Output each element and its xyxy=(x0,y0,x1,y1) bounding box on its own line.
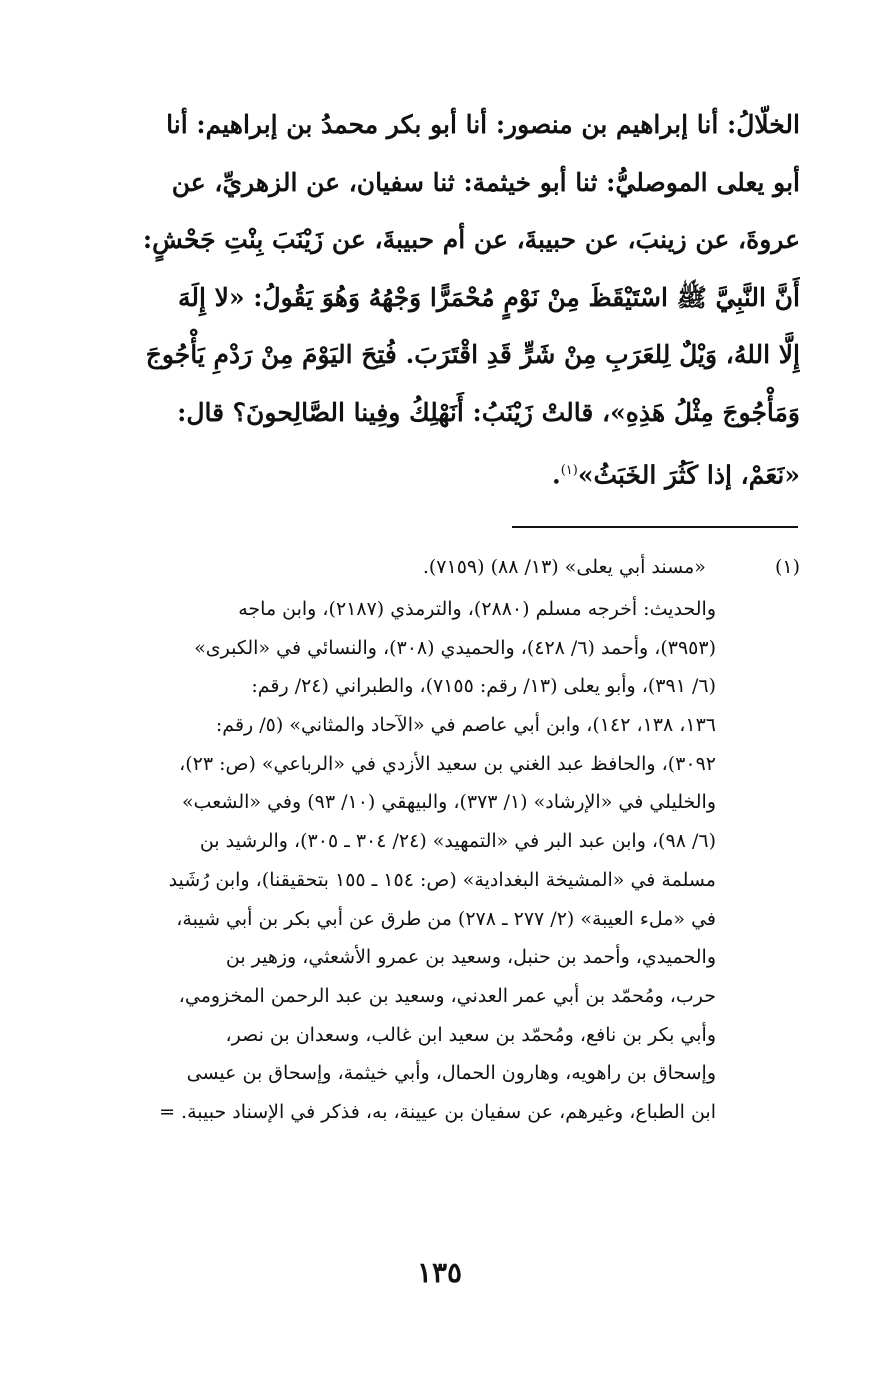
footnote-number: (١) xyxy=(774,556,800,578)
footnote-separator xyxy=(512,526,798,528)
footnote-line: والخليلي في «الإرشاد» (١/ ٣٧٣)، والبيهقي (١٠/ ٩٣) وفي «الشعب» xyxy=(181,791,716,814)
footnote-line: وأبي بكر بن نافع، ومُحمّد بن سعيد ابن غالب، وسعدان بن نصر، xyxy=(225,1023,716,1046)
footnote-line: في «ملء العيبة» (٢/ ٢٧٧ ـ ٢٧٨) من طرق عن أبي بكر بن أبي شيبة، xyxy=(176,907,716,930)
page-number: ١٣٥ xyxy=(416,1256,463,1289)
hadith-quote: «نَعَمْ، إذا كَثُرَ الخَبَثُ» xyxy=(577,459,800,489)
period: . xyxy=(551,459,561,489)
main-text-line: وَمَأْجُوجَ مِثْلُ هَذِهِ»، قالتْ زَيْنَبُ: أَنَهْلِكُ وفِينا الصَّالِحونَ؟ قال: xyxy=(177,397,800,427)
footnote-line: والحديث: أخرجه مسلم (٢٨٨٠)، والترمذي (٢١٨٧)، وابن ماجه xyxy=(238,598,716,620)
footnote-line: ١٣٦، ١٣٨، ١٤٢)، وابن أبي عاصم في «الآحاد والمثاني» (٥/ رقم: xyxy=(215,714,716,737)
main-text-last-line xyxy=(78,442,800,500)
main-text-line: الخلّالُ: أنا إبراهيم بن منصور: أنا أبو بكر محمدُ بن إبراهيم: أنا xyxy=(166,110,800,139)
footnote-line: والحميدي، وأحمد بن حنبل، وسعيد بن عمرو الأشعثي، وزهير بن xyxy=(225,946,716,969)
main-text xyxy=(78,96,800,499)
hadith-line: أَنَّ النَّبِيَّ ﷺ اسْتَيْقَظَ مِنْ نَوْمٍ مُحْمَرًّا وَجْهُهُ وَهُوَ يَقُولُ: «لا إِلَهَ xyxy=(178,282,800,312)
footnote-line: حرب، ومُحمّد بن أبي عمر العدني، وسعيد بن عبد الرحمن المخزومي، xyxy=(178,984,716,1007)
main-text-line: عروةَ، عن زينبَ، عن حبيبةَ، عن أم حبيبةَ، عن زَيْنَبَ بِنْتِ جَحْشٍ: xyxy=(142,225,800,255)
footnote-line: وإسحاق بن راهويه، وهارون الحمال، وأبي خيثمة، وإسحاق بن عيسى xyxy=(186,1062,716,1085)
footnote-line: ٣٠٩٢)، والحافظ عبد الغني بن سعيد الأزدي في «الرباعي» (ص: ٢٣)، xyxy=(179,752,716,775)
footnote-line: (٦/ ٣٩١)، وأبو يعلى (١٣/ رقم: ٧١٥٥)، والطبراني (٢٤/ رقم: xyxy=(251,675,716,698)
footnote-line: ابن الطباع، وغيرهم، عن سفيان بن عيينة، به، فذكر في الإسناد حبيبة. = xyxy=(159,1100,716,1123)
footnote-line: مسلمة في «المشيخة البغدادية» (ص: ١٥٤ ـ ١٥٥ بتحقيقنا)، وابن رُشَيد xyxy=(168,868,716,891)
footnote-header xyxy=(78,548,800,590)
footnote-body xyxy=(78,590,716,1132)
footnote-line: (٣٩٥٣)، وأحمد (٦/ ٤٢٨)، والحميدي (٣٠٨)، والنسائي في «الكبرى» xyxy=(194,636,716,659)
hadith-line: إِلَّا اللهُ، وَيْلٌ لِلعَرَبِ مِنْ شَرٍّ قَدِ اقْتَرَبَ. فُتِحَ اليَوْمَ مِنْ رَدْمِ يَأْجُوجَ xyxy=(145,340,800,370)
main-text-line: أبو يعلى الموصليُّ: ثنا أبو خيثمة: ثنا سفيان، عن الزهريِّ، عن xyxy=(171,167,800,197)
footnote-source: «مسند أبي يعلى» (١٣/ ٨٨) (٧١٥٩). xyxy=(422,556,706,578)
footnote-line: (٦/ ٩٨)، وابن عبد البر في «التمهيد» (٢٤/ ٣٠٤ ـ ٣٠٥)، والرشيد بن xyxy=(199,830,716,853)
footnote-marker: (١) xyxy=(560,462,578,478)
footnotes xyxy=(78,548,800,1132)
